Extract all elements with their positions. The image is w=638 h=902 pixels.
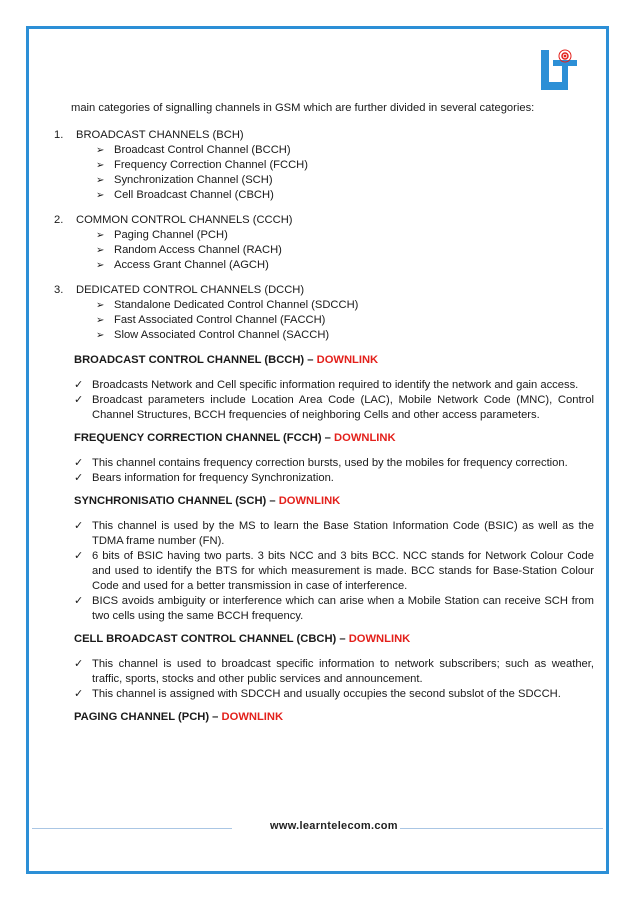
bullet-text: This channel is used by the MS to learn the Base Station Information Code (BSIC) as well as the TDMA frame number (FN).	[92, 520, 594, 547]
bullet-text: Bears information for frequency Synchronization.	[92, 472, 334, 484]
learntelecom-logo-icon	[537, 46, 581, 92]
bullet-list	[74, 456, 594, 486]
section-title: SYNCHRONISATIO CHANNEL (SCH) –	[74, 495, 279, 507]
category-name: COMMON CONTROL CHANNELS (CCCH)	[76, 214, 293, 226]
list-item	[96, 228, 594, 243]
list-item	[74, 549, 594, 594]
checkmark-icon: ✓	[74, 520, 84, 532]
arrow-bullet-icon: ➢	[96, 260, 105, 271]
channel-section	[74, 494, 594, 624]
list-item	[74, 456, 594, 471]
list-item	[96, 313, 594, 328]
bullet-list	[74, 657, 594, 702]
category-items	[54, 228, 594, 273]
list-item-text: Paging Channel (PCH)	[114, 229, 228, 241]
category-title	[54, 128, 594, 143]
list-item-text: Slow Associated Control Channel (SACCH)	[114, 329, 330, 341]
category-items	[54, 298, 594, 343]
section-heading	[74, 431, 594, 446]
list-item	[74, 378, 594, 393]
list-item-text: Synchronization Channel (SCH)	[114, 174, 273, 186]
channel-section	[74, 632, 594, 702]
checkmark-icon: ✓	[74, 379, 84, 391]
arrow-bullet-icon: ➢	[96, 300, 105, 311]
bullet-text: This channel is used to broadcast specific information to network subscribers; such as weather, traffic, sports, stocks and other public services and announcement.	[92, 658, 594, 685]
list-item	[96, 258, 594, 273]
channel-section	[74, 431, 594, 486]
list-item	[74, 471, 594, 486]
list-item-text: Frequency Correction Channel (FCCH)	[114, 159, 308, 171]
downlink-tag: DOWNLINK	[278, 495, 341, 507]
bullet-text: This channel contains frequency correction bursts, used by the mobiles for frequency correction.	[92, 457, 568, 469]
page-footer	[30, 820, 605, 836]
downlink-tag: DOWNLINK	[348, 633, 411, 645]
checkmark-icon: ✓	[74, 550, 84, 562]
list-item	[74, 519, 594, 549]
checkmark-icon: ✓	[74, 457, 84, 469]
list-item-text: Broadcast Control Channel (BCCH)	[114, 144, 291, 156]
arrow-bullet-icon: ➢	[96, 330, 105, 341]
list-item	[96, 173, 594, 188]
section-heading	[74, 632, 594, 647]
arrow-bullet-icon: ➢	[96, 145, 105, 156]
arrow-bullet-icon: ➢	[96, 190, 105, 201]
list-item	[96, 243, 594, 258]
checkmark-icon: ✓	[74, 595, 84, 607]
footer-rule-left	[32, 828, 232, 829]
bullet-list	[74, 519, 594, 624]
footer-rule-right	[400, 828, 603, 829]
category-title	[54, 213, 594, 228]
footer-url: www.learntelecom.com	[270, 820, 398, 832]
category-name: DEDICATED CONTROL CHANNELS (DCCH)	[76, 284, 305, 296]
bullet-text: BICS avoids ambiguity or interference which can arise when a Mobile Station can receive SCH from two cells using the same BCCH frequency.	[92, 595, 594, 622]
category-number: 3.	[54, 284, 64, 296]
bullet-text: This channel is assigned with SDCCH and usually occupies the second subslot of the SDCCH.	[92, 688, 561, 700]
category-number: 1.	[54, 129, 64, 141]
checkmark-icon: ✓	[74, 658, 84, 670]
arrow-bullet-icon: ➢	[96, 160, 105, 171]
bullet-text: Broadcast parameters include Location Area Code (LAC), Mobile Network Code (MNC), Control Channel Structures, BCCH frequencies of neighboring Cells and other access parameters.	[92, 394, 594, 421]
category-items	[54, 143, 594, 203]
list-item	[96, 328, 594, 343]
list-item	[96, 298, 594, 313]
arrow-bullet-icon: ➢	[96, 175, 105, 186]
checkmark-icon: ✓	[74, 394, 84, 406]
list-item-text: Cell Broadcast Channel (CBCH)	[114, 189, 274, 201]
list-item	[74, 594, 594, 624]
channel-section	[74, 353, 594, 423]
section-title: BROADCAST CONTROL CHANNEL (BCCH) –	[74, 354, 317, 366]
arrow-bullet-icon: ➢	[96, 230, 105, 241]
section-title: CELL BROADCAST CONTROL CHANNEL (CBCH) –	[74, 633, 349, 645]
section-heading	[74, 494, 594, 509]
section-title: FREQUENCY CORRECTION CHANNEL (FCCH) –	[74, 432, 335, 444]
category-number: 2.	[54, 214, 64, 226]
checkmark-icon: ✓	[74, 472, 84, 484]
document-body	[54, 101, 594, 725]
category-block	[54, 128, 594, 203]
arrow-bullet-icon: ➢	[96, 245, 105, 256]
category-name: BROADCAST CHANNELS (BCH)	[76, 129, 244, 141]
list-item	[96, 143, 594, 158]
section-title: PAGING CHANNEL (PCH) –	[74, 711, 222, 723]
intro-text: main categories of signalling channels in GSM which are further divided in several categories:	[71, 102, 535, 114]
bullet-text: 6 bits of BSIC having two parts. 3 bits NCC and 3 bits BCC. NCC stands for Network Colour Code and used to identify the BTS for which measurement is made. BCC stands for Base-Station Colour Code and used for a better transmission in case of interference.	[92, 550, 594, 592]
section-heading	[74, 353, 594, 368]
channel-section	[74, 710, 594, 725]
list-item-text: Access Grant Channel (AGCH)	[114, 259, 269, 271]
category-title	[54, 283, 594, 298]
bullet-text: Broadcasts Network and Cell specific information required to identify the network and gain access.	[92, 379, 579, 391]
list-item	[74, 657, 594, 687]
bullet-list	[74, 378, 594, 423]
list-item	[96, 188, 594, 203]
downlink-tag: DOWNLINK	[316, 354, 379, 366]
checkmark-icon: ✓	[74, 688, 84, 700]
list-item	[74, 393, 594, 423]
list-item-text: Random Access Channel (RACH)	[114, 244, 282, 256]
list-item-text: Fast Associated Control Channel (FACCH)	[114, 314, 326, 326]
list-item-text: Standalone Dedicated Control Channel (SDCCH)	[114, 299, 359, 311]
category-block	[54, 283, 594, 343]
downlink-tag: DOWNLINK	[221, 711, 284, 723]
downlink-tag: DOWNLINK	[334, 432, 396, 444]
section-heading	[74, 710, 594, 725]
category-block	[54, 213, 594, 273]
arrow-bullet-icon: ➢	[96, 315, 105, 326]
list-item	[74, 687, 594, 702]
list-item	[96, 158, 594, 173]
